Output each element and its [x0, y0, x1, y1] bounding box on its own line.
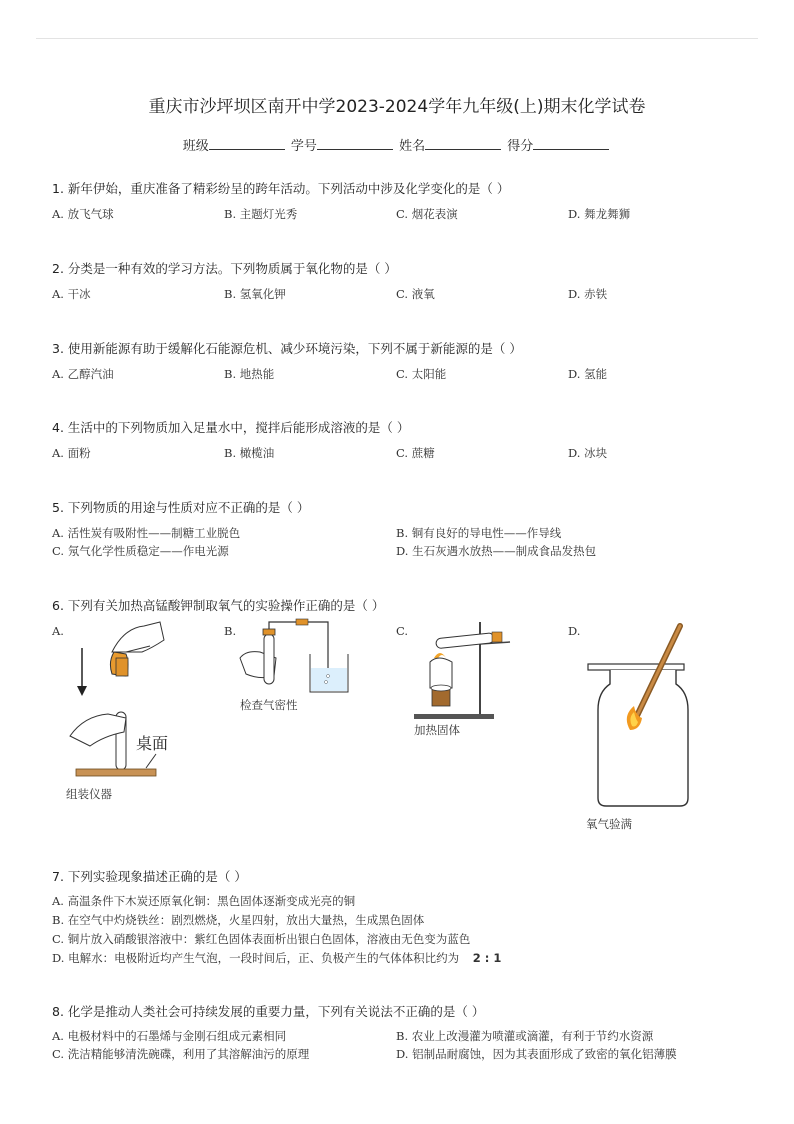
figure-assemble-apparatus	[64, 618, 174, 788]
desk-label: 桌面	[136, 734, 169, 753]
question-8-option-a[interactable]: A. 电极材料中的石墨烯与金刚石组成元素相同	[52, 1029, 287, 1043]
name-blank[interactable]	[425, 137, 501, 150]
question-7-stem: 7. 下列实验现象描述正确的是（ ）	[52, 869, 247, 884]
question-6-letter-c[interactable]: C.	[396, 624, 409, 638]
question-1-option-d[interactable]: D. 舞龙舞狮	[568, 207, 631, 221]
question-1-option-c[interactable]: C. 烟花表演	[396, 207, 458, 221]
question-6-letter-a[interactable]: A.	[52, 624, 64, 638]
question-6-stem: 6. 下列有关加热高锰酸钾制取氧气的实验操作正确的是（ ）	[52, 598, 385, 613]
question-2-option-b[interactable]: B. 氢氧化钾	[224, 287, 286, 301]
caption-heating: 加热固体	[414, 723, 460, 737]
question-6-letter-d[interactable]: D.	[568, 624, 581, 638]
question-3-option-b[interactable]: B. 地热能	[224, 367, 275, 381]
question-5-option-b[interactable]: B. 铜有良好的导电性——作导线	[396, 526, 562, 540]
question-5-option-d[interactable]: D. 生石灰遇水放热——制成食品发热包	[396, 544, 597, 558]
question-8-option-b[interactable]: B. 农业上改漫灌为喷灌或滴灌，有利于节约水资源	[396, 1029, 654, 1043]
caption-airtightness: 检查气密性	[240, 698, 298, 712]
number-blank[interactable]	[317, 137, 393, 150]
question-8-option-d[interactable]: D. 铝制品耐腐蚀，因为其表面形成了致密的氧化铝薄膜	[396, 1047, 677, 1061]
header-divider	[36, 38, 758, 39]
question-3-stem: 3. 使用新能源有助于缓解化石能源危机、减少环境污染，下列不属于新能源的是（ ）	[52, 341, 522, 356]
name-label: 姓名	[399, 139, 426, 154]
question-1-stem: 1. 新年伊始，重庆准备了精彩纷呈的跨年活动。下列活动中涉及化学变化的是（ ）	[52, 181, 510, 196]
question-4-option-d[interactable]: D. 冰块	[568, 446, 608, 460]
figure-oxygen-full-check	[584, 618, 694, 813]
number-label: 学号	[290, 139, 317, 154]
score-blank[interactable]	[533, 137, 609, 150]
question-5-stem: 5. 下列物质的用途与性质对应不正确的是（ ）	[52, 500, 310, 515]
student-info-line	[0, 135, 794, 154]
caption-full-check: 氧气验满	[586, 817, 632, 831]
question-7-option-d-row[interactable]	[52, 950, 501, 966]
question-1-option-a[interactable]: A. 放飞气球	[52, 207, 114, 221]
question-2-stem: 2. 分类是一种有效的学习方法。下列物质属于氧化物的是（ ）	[52, 261, 397, 276]
question-6-letter-b[interactable]: B.	[224, 624, 237, 638]
class-label: 班级	[182, 139, 209, 154]
question-1-option-b[interactable]: B. 主题灯光秀	[224, 207, 298, 221]
question-8-stem: 8. 化学是推动人类社会可持续发展的重要力量，下列有关说法不正确的是（ ）	[52, 1004, 485, 1019]
question-4-option-a[interactable]: A. 面粉	[52, 446, 91, 460]
question-7-option-d: D. 电解水：电极附近均产生气泡，一段时间后，正、负极产生的气体体积比约为	[52, 951, 460, 965]
question-2-option-d[interactable]: D. 赤铁	[568, 287, 608, 301]
question-8-option-c[interactable]: C. 洗洁精能够清洗碗碟，利用了其溶解油污的原理	[52, 1047, 310, 1061]
class-blank[interactable]	[209, 137, 285, 150]
caption-assemble: 组装仪器	[66, 787, 112, 801]
question-3-option-a[interactable]: A. 乙醇汽油	[52, 367, 114, 381]
figure-heating-solid	[412, 618, 527, 723]
question-5-option-c[interactable]: C. 氖气化学性质稳定——作电光源	[52, 544, 229, 558]
question-7-ratio: 2 : 1	[472, 951, 502, 965]
question-5-option-a[interactable]: A. 活性炭有吸附性——制糖工业脱色	[52, 526, 241, 540]
score-label: 得分	[507, 139, 534, 154]
question-4-option-b[interactable]: B. 橄榄油	[224, 446, 275, 460]
question-7-option-b[interactable]: B. 在空气中灼烧铁丝：剧烈燃烧，火星四射，放出大量热，生成黑色固体	[52, 913, 425, 927]
page-title: 重庆市沙坪坝区南开中学2023-2024学年九年级(上)期末化学试卷	[148, 97, 646, 117]
question-2-option-c[interactable]: C. 液氧	[396, 287, 435, 301]
question-4-option-c[interactable]: C. 蔗糖	[396, 446, 435, 460]
question-3-option-d[interactable]: D. 氢能	[568, 367, 608, 381]
question-7-option-a[interactable]: A. 高温条件下木炭还原氧化铜：黑色固体逐渐变成光亮的铜	[52, 894, 356, 908]
question-4-stem: 4. 生活中的下列物质加入足量水中，搅拌后能形成溶液的是（ ）	[52, 420, 410, 435]
question-7-option-c[interactable]: C. 铜片放入硝酸银溶液中：紫红色固体表面析出银白色固体，溶液由无色变为蓝色	[52, 932, 471, 946]
question-2-option-a[interactable]: A. 干冰	[52, 287, 91, 301]
figure-airtightness-check	[238, 618, 358, 698]
question-3-option-c[interactable]: C. 太阳能	[396, 367, 447, 381]
